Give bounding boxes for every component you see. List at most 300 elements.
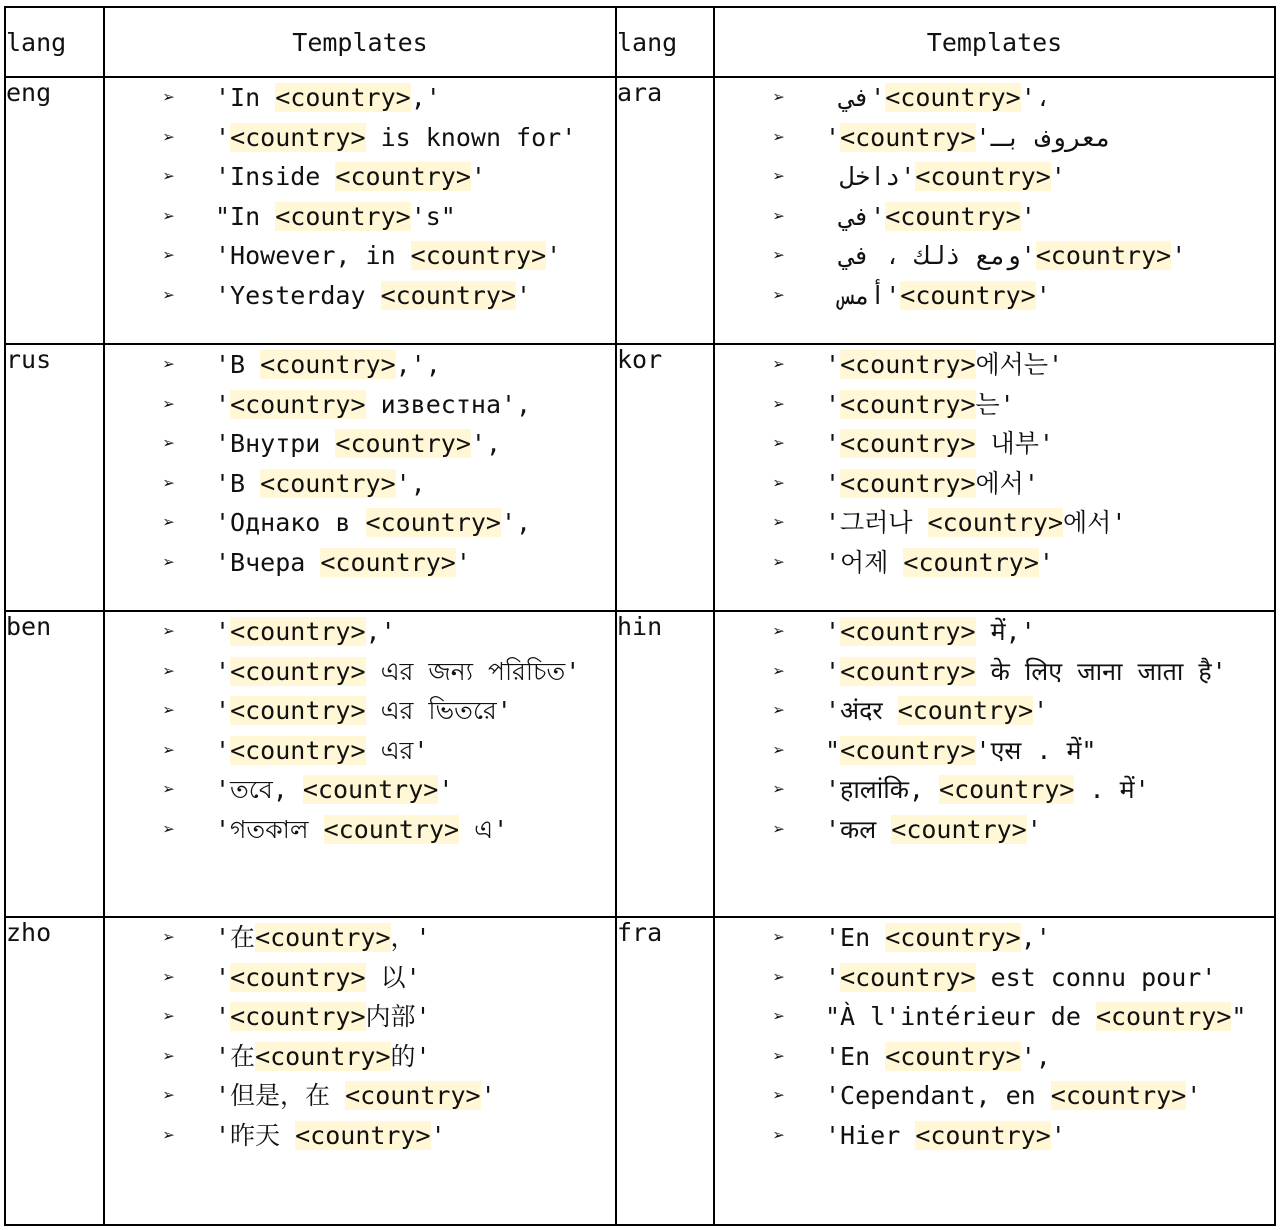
template-fragment: ' <box>215 122 231 152</box>
arrowhead-bullet-icon: ➢ <box>773 925 786 949</box>
country-placeholder: <country> <box>927 508 1064 537</box>
template-item <box>715 385 1274 425</box>
template-item <box>105 1076 615 1116</box>
country-placeholder: <country> <box>345 1081 481 1110</box>
template-item <box>715 276 1274 316</box>
template-fragment: ,', <box>395 350 441 379</box>
arrowhead-bullet-icon: ➢ <box>163 737 176 762</box>
arrowhead-bullet-icon: ➢ <box>163 470 176 495</box>
template-text <box>215 923 431 952</box>
country-placeholder: <country> <box>365 508 501 537</box>
template-fragment: '但是，在 <box>215 1081 346 1110</box>
template-fragment: ' <box>825 617 841 646</box>
template-fragment: 에서' <box>975 468 1039 498</box>
template-text <box>215 281 531 310</box>
country-placeholder: <country> <box>900 280 1036 310</box>
country-placeholder: <country> <box>840 735 976 765</box>
template-fragment: ' <box>470 162 486 191</box>
template-fragment: 的' <box>390 1041 431 1071</box>
template-item <box>105 464 615 504</box>
arrowhead-bullet-icon: ➢ <box>163 1122 176 1147</box>
country-placeholder: <country> <box>323 814 460 844</box>
country-placeholder: <country> <box>320 547 456 577</box>
country-placeholder: <country> <box>335 429 471 458</box>
arrowhead-bullet-icon: ➢ <box>163 510 176 534</box>
template-fragment: ', <box>500 508 532 537</box>
country-placeholder: <country> <box>230 735 366 765</box>
template-fragment: 'Однако в <box>215 508 366 537</box>
table-row <box>5 917 1275 1225</box>
template-item <box>715 691 1274 731</box>
template-text <box>215 469 426 498</box>
template-fragment: '어제 <box>825 547 904 577</box>
template-text <box>215 508 531 537</box>
template-fragment: ' <box>1026 814 1042 844</box>
template-text <box>825 123 1126 152</box>
template-fragment: 'अंदर <box>825 696 898 725</box>
template-item <box>715 236 1274 276</box>
lang-code-cell: ara <box>616 77 714 344</box>
arrowhead-bullet-icon: ➢ <box>163 1004 176 1028</box>
country-placeholder: <country> <box>840 350 976 379</box>
arrowhead-bullet-icon: ➢ <box>163 1083 176 1107</box>
country-placeholder: <country> <box>275 201 411 231</box>
template-item <box>715 731 1274 771</box>
lang-code-cell: zho <box>5 917 104 1225</box>
template-text <box>215 657 580 686</box>
country-placeholder: <country> <box>255 1041 391 1071</box>
template-item <box>715 810 1274 850</box>
arrowhead-bullet-icon: ➢ <box>163 619 176 643</box>
template-fragment: ' <box>215 389 231 419</box>
template-item <box>715 958 1274 998</box>
arrowhead-bullet-icon: ➢ <box>773 1083 786 1107</box>
template-fragment: 内部' <box>365 1002 431 1031</box>
country-placeholder: <country> <box>230 122 366 152</box>
template-fragment: ' <box>825 962 841 992</box>
arrowhead-bullet-icon: ➢ <box>163 164 176 188</box>
template-item <box>105 345 615 385</box>
country-placeholder: <country> <box>840 122 976 152</box>
template-item <box>715 118 1274 158</box>
template-text <box>215 1081 496 1110</box>
lang-code-cell: eng <box>5 77 104 344</box>
country-placeholder: <country> <box>230 389 366 419</box>
template-fragment: " <box>1231 1002 1247 1031</box>
template-text <box>825 923 1051 952</box>
template-fragment: " <box>825 735 841 765</box>
country-placeholder: <country> <box>885 201 1021 231</box>
arrowhead-bullet-icon: ➢ <box>773 510 786 534</box>
arrowhead-bullet-icon: ➢ <box>773 352 786 376</box>
template-fragment: 'Внутри <box>215 429 336 458</box>
template-fragment: 'في <box>825 83 886 112</box>
arrowhead-bullet-icon: ➢ <box>163 964 176 989</box>
template-fragment: 는' <box>975 389 1015 419</box>
template-list <box>105 345 615 582</box>
template-fragment: 'في <box>825 201 886 231</box>
template-text <box>215 350 441 379</box>
template-text <box>825 429 1054 458</box>
arrowhead-bullet-icon: ➢ <box>163 243 176 267</box>
arrowhead-bullet-icon: ➢ <box>163 549 176 574</box>
templates-cell <box>714 917 1275 1225</box>
template-fragment: ' <box>825 468 841 498</box>
template-fragment: ,' <box>410 83 441 112</box>
template-fragment: 'कल <box>825 814 892 844</box>
template-fragment: 에서' <box>1063 508 1127 537</box>
template-text <box>215 390 531 419</box>
template-item <box>715 464 1274 504</box>
country-placeholder: <country> <box>885 1041 1021 1071</box>
arrowhead-bullet-icon: ➢ <box>773 816 786 841</box>
arrowhead-bullet-icon: ➢ <box>773 164 786 188</box>
template-fragment: ' <box>215 617 231 646</box>
template-item <box>105 157 615 197</box>
arrowhead-bullet-icon: ➢ <box>163 282 176 307</box>
country-placeholder: <country> <box>1035 241 1172 270</box>
template-text <box>825 202 1036 231</box>
template-item <box>105 424 615 464</box>
template-fragment: এর' <box>365 735 429 765</box>
template-fragment: '在 <box>215 923 256 952</box>
template-text <box>825 469 1039 498</box>
country-placeholder: <country> <box>1095 1002 1232 1031</box>
template-text <box>215 123 576 152</box>
templates-cell <box>104 917 616 1225</box>
template-fragment: 'एस . में" <box>975 735 1097 765</box>
country-placeholder: <country> <box>840 962 976 992</box>
template-text <box>215 83 441 112</box>
template-item <box>105 612 615 652</box>
template-fragment: 내부' <box>975 429 1054 458</box>
arrowhead-bullet-icon: ➢ <box>773 203 786 228</box>
country-placeholder: <country> <box>885 83 1021 112</box>
template-fragment: '在 <box>215 1041 256 1071</box>
template-item <box>105 1037 615 1077</box>
template-text <box>825 508 1126 537</box>
template-text <box>215 162 486 191</box>
country-placeholder: <country> <box>897 696 1034 725</box>
template-text <box>215 736 428 765</box>
template-fragment: 'हालांकि, <box>825 775 940 804</box>
template-fragment: 에서는' <box>975 350 1064 379</box>
template-fragment: ', <box>470 429 501 458</box>
template-text <box>215 617 396 646</box>
template-item <box>715 770 1274 810</box>
template-fragment: '昨天 <box>215 1120 296 1150</box>
header-templates-left: Templates <box>104 7 616 77</box>
template-text <box>825 963 1216 992</box>
template-item <box>715 997 1274 1037</box>
arrowhead-bullet-icon: ➢ <box>773 1043 786 1068</box>
template-fragment: ' <box>1050 162 1066 191</box>
arrowhead-bullet-icon: ➢ <box>163 698 176 722</box>
template-fragment: ' <box>1050 1120 1066 1150</box>
template-text <box>215 548 471 577</box>
country-placeholder: <country> <box>885 923 1021 952</box>
template-text <box>825 390 1015 419</box>
country-placeholder: <country> <box>410 241 547 270</box>
template-item <box>105 276 615 316</box>
template-text <box>825 1002 1246 1031</box>
arrowhead-bullet-icon: ➢ <box>773 1004 786 1028</box>
arrowhead-bullet-icon: ➢ <box>163 816 176 841</box>
template-fragment: ،' <box>1020 83 1066 112</box>
template-fragment: ' <box>825 122 841 152</box>
template-fragment: ' <box>546 241 562 270</box>
template-fragment: ' <box>825 389 841 419</box>
country-placeholder: <country> <box>230 962 366 992</box>
table-row <box>5 611 1275 917</box>
arrowhead-bullet-icon: ➢ <box>163 1043 176 1068</box>
template-item <box>105 652 615 692</box>
arrowhead-bullet-icon: ➢ <box>773 431 786 455</box>
template-fragment: 以' <box>365 962 421 992</box>
template-fragment: 'Yesterday <box>215 280 381 310</box>
templates-cell <box>104 77 616 344</box>
template-list <box>105 78 615 315</box>
template-item <box>715 612 1274 652</box>
template-item <box>105 997 615 1037</box>
country-placeholder: <country> <box>840 389 976 419</box>
template-item <box>715 78 1274 118</box>
template-fragment: 'En <box>825 923 886 952</box>
template-fragment: में,' <box>975 617 1036 646</box>
arrowhead-bullet-icon: ➢ <box>773 124 786 149</box>
template-text <box>215 429 501 458</box>
country-placeholder: <country> <box>260 468 396 498</box>
template-fragment: 'Inside <box>215 162 336 191</box>
template-item <box>715 424 1274 464</box>
template-item <box>715 157 1274 197</box>
country-placeholder: <country> <box>275 83 411 112</box>
templates-cell <box>104 344 616 611</box>
template-text <box>215 1121 446 1150</box>
template-text <box>825 281 1051 310</box>
template-fragment: '그러나 <box>825 508 928 537</box>
template-text <box>825 1042 1051 1071</box>
template-text <box>215 963 421 992</box>
template-fragment: ' <box>438 775 454 804</box>
template-item <box>105 385 615 425</box>
template-list <box>715 918 1274 1155</box>
template-text <box>825 83 1066 112</box>
template-fragment: 'তবে, <box>215 775 303 804</box>
header-lang-right: lang <box>616 7 714 77</box>
template-text <box>215 775 453 804</box>
template-item <box>105 118 615 158</box>
table-row <box>5 77 1275 344</box>
template-text <box>215 815 508 844</box>
template-fragment: ' <box>825 350 841 379</box>
template-fragment: 'Hier <box>825 1120 916 1150</box>
template-text <box>825 162 1066 191</box>
template-item <box>105 503 615 543</box>
arrowhead-bullet-icon: ➢ <box>163 391 176 416</box>
country-placeholder: <country> <box>230 696 366 725</box>
country-placeholder: <country> <box>903 547 1039 577</box>
template-fragment: 'গতকাল <box>215 814 324 844</box>
lang-code-cell: hin <box>616 611 714 917</box>
template-fragment: 'В <box>215 350 261 379</box>
template-item <box>715 918 1274 958</box>
arrowhead-bullet-icon: ➢ <box>163 203 176 228</box>
template-list <box>105 918 615 1155</box>
template-item <box>105 78 615 118</box>
arrowhead-bullet-icon: ➢ <box>163 658 176 683</box>
template-fragment: is known for' <box>365 122 577 152</box>
template-fragment: 'En <box>825 1041 886 1071</box>
lang-code-cell: fra <box>616 917 714 1225</box>
template-fragment: ' <box>825 656 841 686</box>
template-fragment: ' <box>1186 1081 1202 1110</box>
template-fragment: معروف بـ' <box>975 122 1127 152</box>
country-placeholder: <country> <box>939 775 1075 804</box>
arrowhead-bullet-icon: ➢ <box>773 777 786 801</box>
template-fragment: ' <box>455 547 471 577</box>
template-text <box>215 1042 431 1071</box>
country-placeholder: <country> <box>915 1120 1051 1150</box>
country-placeholder: <country> <box>302 775 439 804</box>
arrowhead-bullet-icon: ➢ <box>163 352 176 376</box>
country-placeholder: <country> <box>891 814 1027 844</box>
template-fragment: ' <box>516 280 532 310</box>
template-fragment: ' <box>480 1081 496 1110</box>
template-text <box>215 241 561 270</box>
country-placeholder: <country> <box>295 1120 431 1150</box>
template-fragment: известна', <box>365 389 532 419</box>
arrowhead-bullet-icon: ➢ <box>773 737 786 762</box>
template-item <box>105 236 615 276</box>
templates-table <box>4 6 1276 1226</box>
arrowhead-bullet-icon: ➢ <box>773 964 786 989</box>
template-fragment: ' <box>1035 280 1051 310</box>
arrowhead-bullet-icon: ➢ <box>163 431 176 455</box>
template-fragment: 'In <box>215 83 276 112</box>
country-placeholder: <country> <box>840 656 976 686</box>
template-list <box>715 345 1274 582</box>
template-fragment: ' <box>215 962 231 992</box>
country-placeholder: <country> <box>335 162 471 191</box>
template-text <box>825 657 1227 686</box>
template-text <box>825 775 1150 804</box>
template-text <box>215 1002 431 1031</box>
template-fragment: est connu pour' <box>975 962 1217 992</box>
template-fragment: 'ومع ذلك ، في <box>825 241 1036 270</box>
arrowhead-bullet-icon: ➢ <box>773 391 786 416</box>
template-text <box>825 736 1096 765</box>
template-item <box>715 197 1274 237</box>
template-text <box>825 617 1036 646</box>
template-item <box>715 543 1274 583</box>
template-item <box>715 1076 1274 1116</box>
template-fragment: 'داخل <box>825 162 916 191</box>
template-item <box>105 1116 615 1156</box>
lang-code-cell: ben <box>5 611 104 917</box>
template-fragment: ' <box>1171 241 1187 270</box>
template-item <box>105 543 615 583</box>
template-fragment: ，' <box>390 923 431 952</box>
template-fragment: "In <box>215 201 276 231</box>
template-item <box>715 503 1274 543</box>
template-text <box>825 548 1054 577</box>
template-text <box>825 696 1048 725</box>
header-templates-right: Templates <box>714 7 1275 77</box>
country-placeholder: <country> <box>840 468 976 498</box>
template-text <box>825 350 1063 379</box>
arrowhead-bullet-icon: ➢ <box>163 85 176 109</box>
template-fragment: ,' <box>1020 923 1051 952</box>
template-fragment: 'أمس <box>825 280 901 310</box>
template-fragment: ' <box>1038 547 1054 577</box>
template-list <box>715 78 1274 315</box>
arrowhead-bullet-icon: ➢ <box>773 658 786 683</box>
template-item <box>715 345 1274 385</box>
arrowhead-bullet-icon: ➢ <box>773 698 786 722</box>
arrowhead-bullet-icon: ➢ <box>773 549 786 574</box>
template-fragment: ' <box>1020 201 1036 231</box>
template-list <box>105 612 615 849</box>
arrowhead-bullet-icon: ➢ <box>163 777 176 801</box>
country-placeholder: <country> <box>230 1002 366 1031</box>
template-fragment: এ' <box>459 814 509 844</box>
template-fragment: ' <box>825 429 841 458</box>
template-fragment: ', <box>1020 1041 1051 1071</box>
template-fragment: 'Cependant, en <box>825 1081 1051 1110</box>
template-item <box>715 1116 1274 1156</box>
template-item <box>105 770 615 810</box>
arrowhead-bullet-icon: ➢ <box>773 243 786 267</box>
template-text <box>215 202 456 231</box>
template-item <box>105 918 615 958</box>
template-fragment: এর ভিতরে' <box>365 696 512 725</box>
template-fragment: ', <box>395 468 426 498</box>
template-fragment: 'В <box>215 468 261 498</box>
template-fragment: के लिए जाना जाता है' <box>975 656 1227 686</box>
arrowhead-bullet-icon: ➢ <box>773 1122 786 1147</box>
template-fragment: 's" <box>410 201 456 231</box>
country-placeholder: <country> <box>915 162 1051 191</box>
template-fragment: ' <box>215 1002 231 1031</box>
lang-code-cell: rus <box>5 344 104 611</box>
template-text <box>215 696 512 725</box>
template-fragment: . में' <box>1074 775 1150 804</box>
templates-cell <box>714 77 1275 344</box>
template-text <box>825 1081 1201 1110</box>
template-item <box>715 652 1274 692</box>
country-placeholder: <country> <box>1050 1081 1187 1110</box>
template-item <box>715 1037 1274 1077</box>
country-placeholder: <country> <box>230 656 366 686</box>
header-lang-left: lang <box>5 7 104 77</box>
template-text <box>825 1121 1066 1150</box>
template-text <box>825 241 1186 270</box>
template-fragment: "À l'intérieur de <box>825 1002 1096 1031</box>
country-placeholder: <country> <box>260 350 396 379</box>
header-row <box>5 7 1275 77</box>
templates-cell <box>714 344 1275 611</box>
template-fragment: 'Вчера <box>215 547 321 577</box>
table-row <box>5 344 1275 611</box>
template-fragment: ' <box>215 735 231 765</box>
template-item <box>105 810 615 850</box>
template-item <box>105 197 615 237</box>
template-item <box>105 958 615 998</box>
country-placeholder: <country> <box>380 280 517 310</box>
template-fragment: এর জন্য পরিচিত' <box>365 656 581 686</box>
template-fragment: ' <box>215 696 231 725</box>
